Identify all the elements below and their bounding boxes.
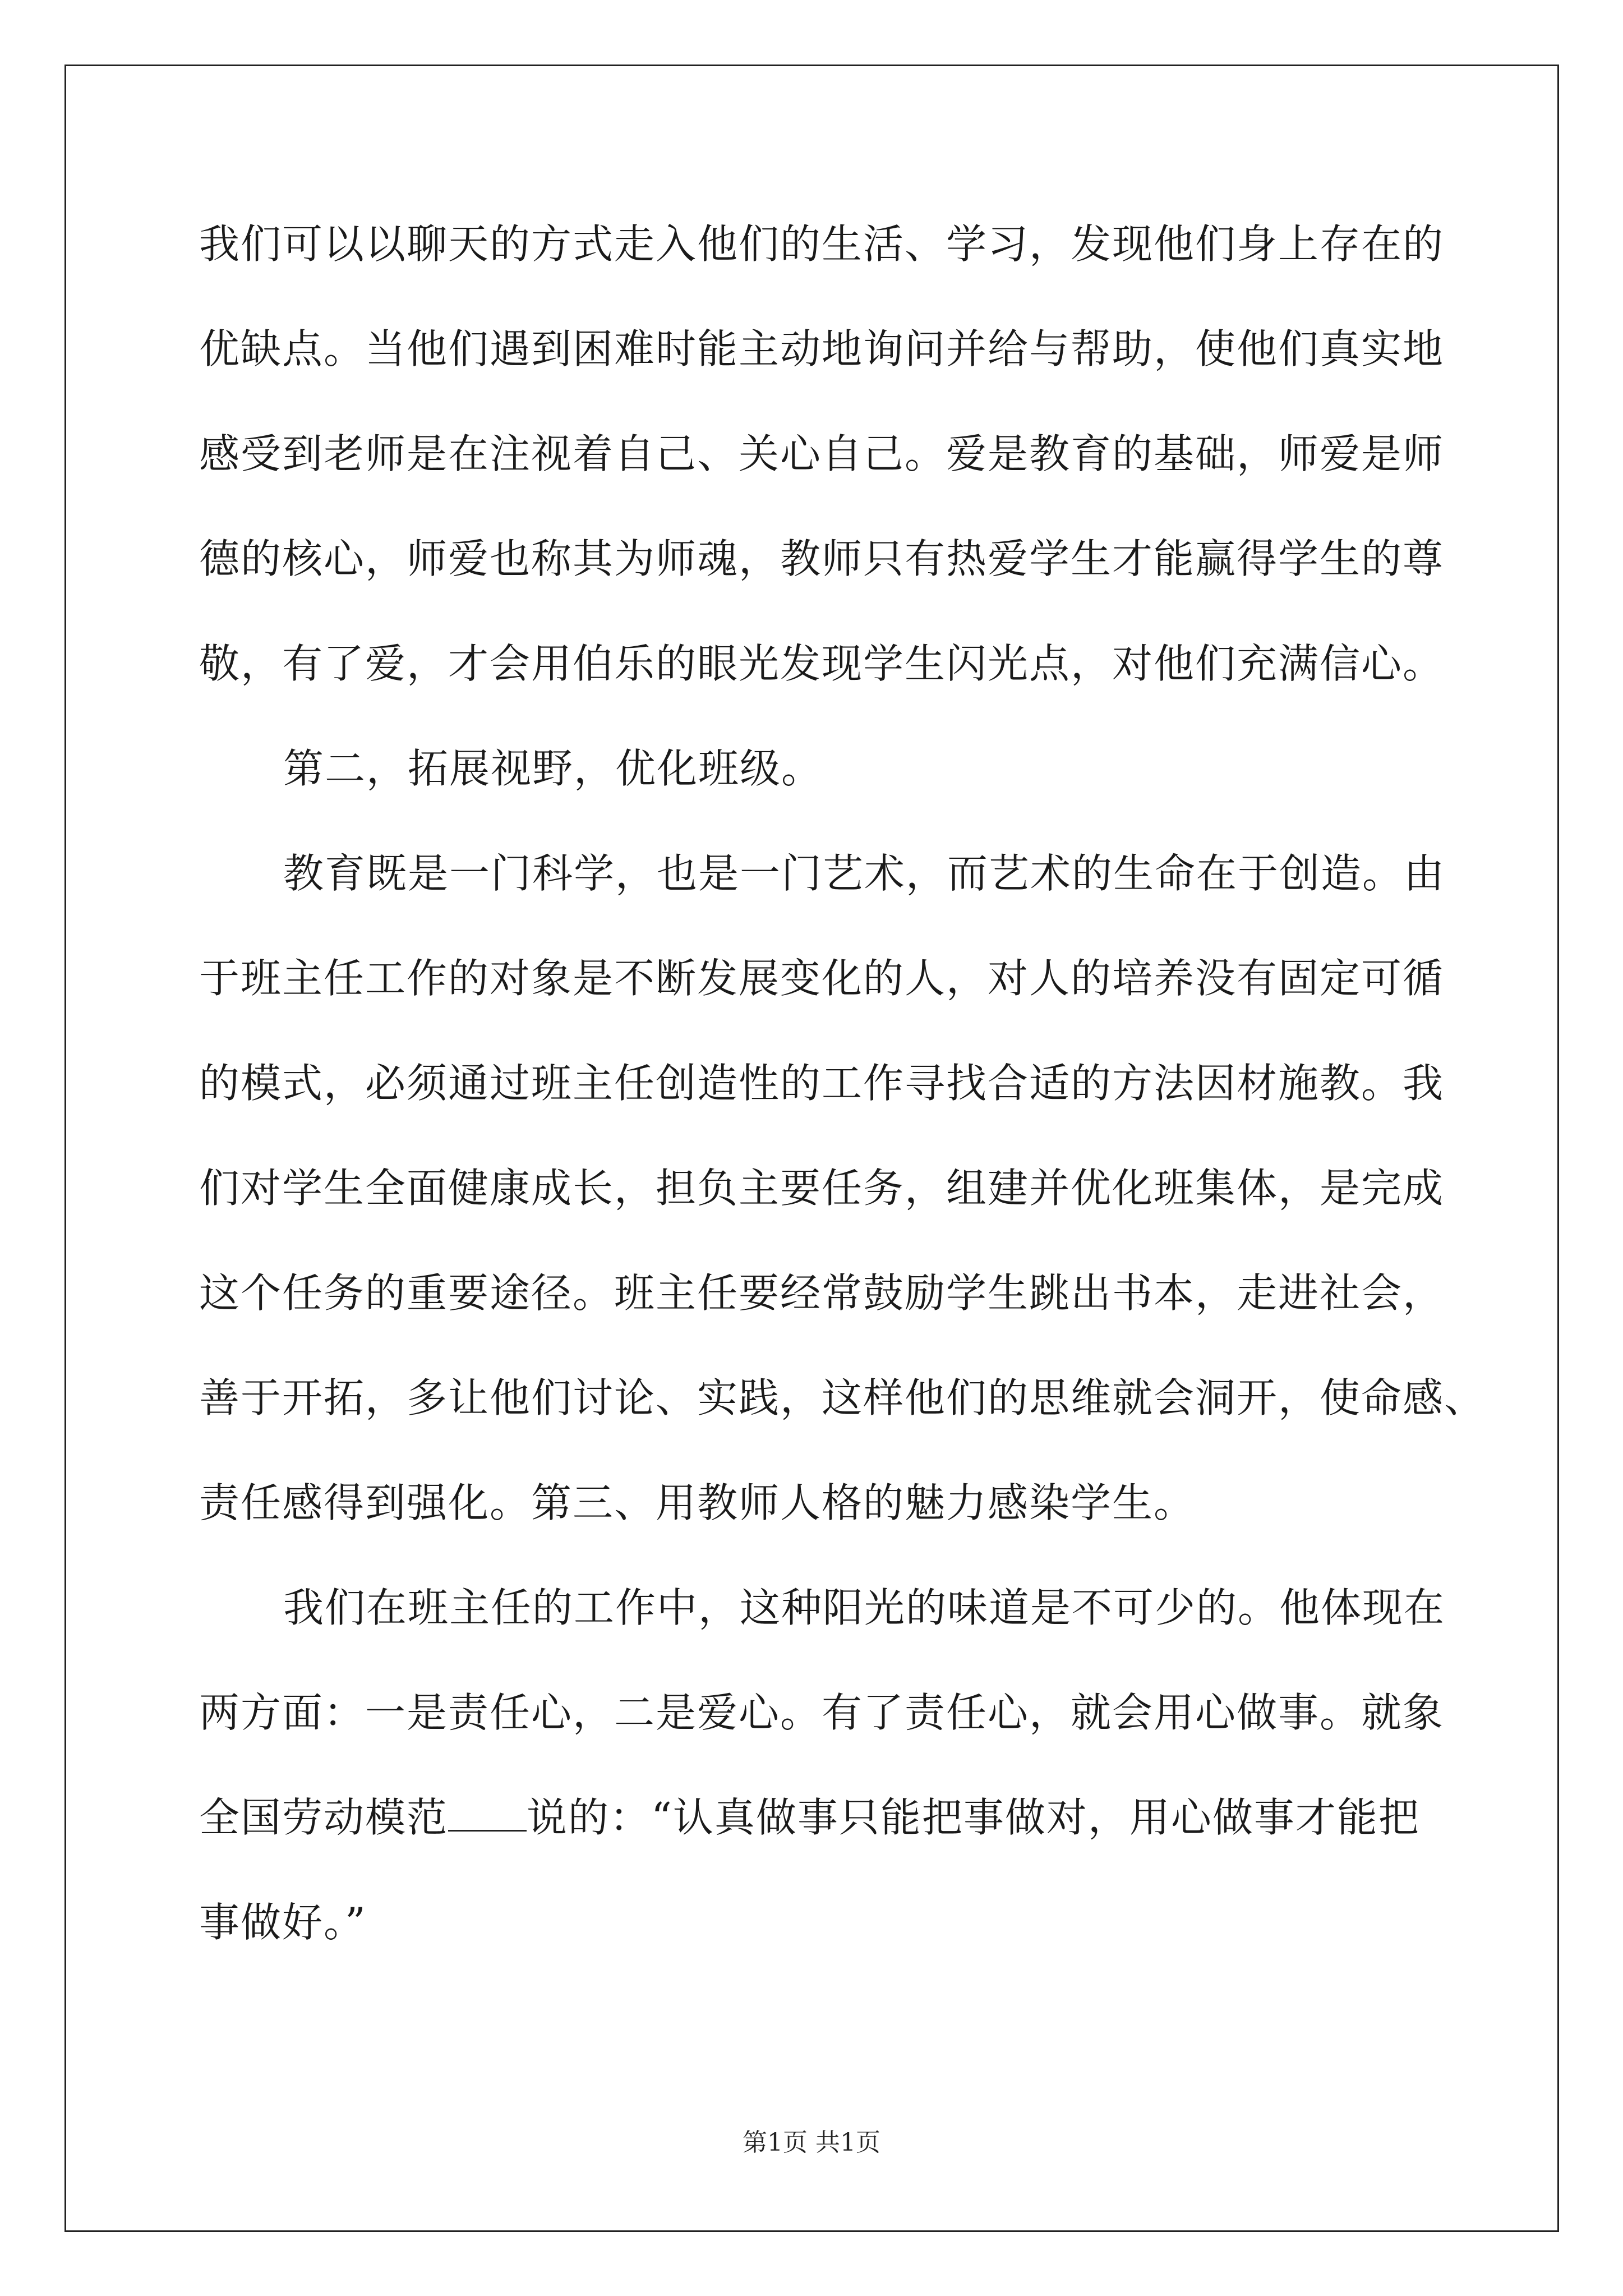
paragraph-line: 德的核心，师爱也称其为师魂，教师只有热爱学生才能赢得学生的尊 [199,535,1445,582]
paragraph-line: 我们在班主任的工作中，这种阳光的味道是不可少的。他体现在 [283,1584,1446,1631]
paragraph-line: 责任感得到强化。第三、用教师人格的魅力感染学生。 [199,1479,1196,1526]
paragraph-line-with-blank [199,1784,1420,1851]
paragraph-line: 于班主任工作的对象是不断发展变化的人，对人的培养没有固定可循 [199,955,1445,1002]
paragraph-line: 事做好。” [199,1899,367,1946]
paragraph-line: 们对学生全面健康成长，担负主要任务，组建并优化班集体，是完成 [199,1165,1445,1212]
line-segment: 全国劳动模范 [199,1794,449,1841]
line-segment: 说的：“认真做事只能把事做对，用心做事才能把 [527,1794,1420,1841]
paragraph-line: 敬，有了爱，才会用伯乐的眼光发现学生闪光点，对他们充满信心。 [199,640,1445,687]
paragraph-line: 两方面：一是责任心，二是爱心。有了责任心，就会用心做事。就象 [199,1689,1445,1736]
paragraph-line: 这个任务的重要途径。班主任要经常鼓励学生跳出书本，走进社会， [199,1269,1445,1317]
paragraph-line: 教育既是一门科学，也是一门艺术，而艺术的生命在于创造。由 [283,850,1446,897]
paragraph-line: 感受到老师是在注视着自己、关心自己。爱是教育的基础，师爱是师 [199,430,1445,477]
paragraph-line: 的模式，必须通过班主任创造性的工作寻找合适的方法因材施教。我 [199,1060,1445,1107]
page-footer: 第1页 共1页 [743,2128,880,2157]
fill-in-blank [448,1794,527,1832]
section-heading: 第二，拓展视野，优化班级。 [283,745,823,792]
paragraph-line: 我们可以以聊天的方式走入他们的生活、学习，发现他们身上存在的 [199,220,1445,268]
paragraph-line: 优缺点。当他们遇到困难时能主动地询问并给与帮助，使他们真实地 [199,325,1445,372]
paragraph-line: 善于开拓，多让他们讨论、实践，这样他们的思维就会洞开，使命感、 [199,1374,1486,1421]
